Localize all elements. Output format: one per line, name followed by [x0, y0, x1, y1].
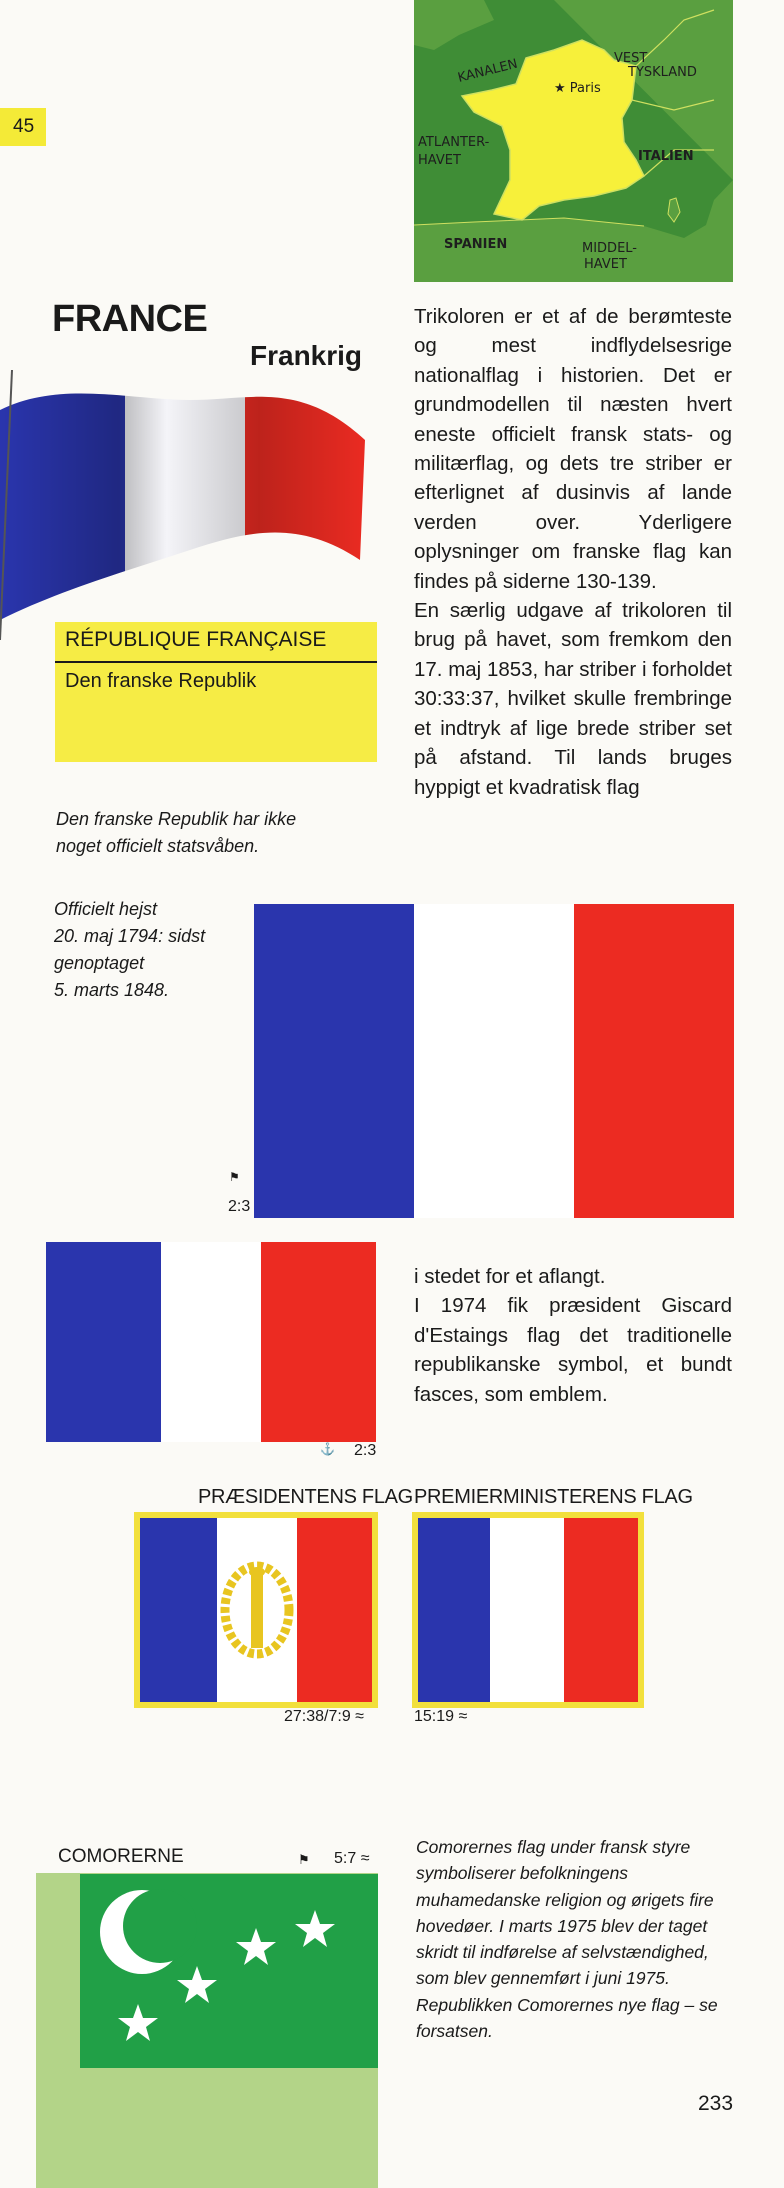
map-label-tyskland: TYSKLAND [628, 65, 697, 80]
divider [55, 661, 377, 663]
page-tab: 45 [0, 108, 46, 146]
map-label-spanien: SPANIEN [444, 237, 508, 252]
map-graphic [414, 0, 733, 282]
waving-tricolour [0, 370, 370, 640]
national-flag [254, 904, 734, 1218]
map-label-havet: HAVET [418, 153, 461, 168]
ensign-flag [46, 1242, 376, 1442]
main-text [414, 302, 732, 802]
president-flag-ratio: 27:38/7:9 ≈ [284, 1708, 364, 1725]
main-text-paragraph-1: Trikoloren er et af de berømteste og mest indflydelsesrige nationalflag i historien. Det er grundmodellen til næsten hvert eneste officielt fransk stats- og militærflag, og dets tre striber er efterlignet af dusinvis af lande verden over. Yderligere oplysninger om franske flag kan findes på siderne 130-139. [414, 305, 732, 593]
flag-use-icon: ⚑ [229, 1170, 240, 1184]
flag-white-stripe [414, 904, 574, 1218]
country-title: FRANCE [52, 298, 208, 340]
comoros-ratio: 5:7 ≈ [334, 1850, 370, 1867]
national-flag-ratio: 2:3 [228, 1198, 251, 1215]
pm-flag-label: PREMIERMINISTERENS FLAG [414, 1486, 693, 1508]
map-label-middel: MIDDEL- [582, 241, 637, 256]
country-subtitle: Frankrig [250, 340, 363, 371]
president-flag [134, 1512, 378, 1708]
main-text-paragraph-2: En særlig udgave af trikoloren til brug på havet, som fremkom den 17. maj 1853, har striber i forholdet 30:33:37, hvilket skulle frembringe et indtryk af lige brede striber set på afstand. Til lands bruges hyppigt et kvadratisk flag [414, 599, 732, 799]
arms-note: Den franske Republik har ikke noget officielt statsvåben. [56, 809, 297, 856]
comoros-flag [80, 1874, 378, 2068]
ensign-use-icon: ⚓ [320, 1442, 335, 1456]
official-name-box [55, 622, 377, 762]
map-label-vest: VEST [614, 51, 648, 66]
president-flag-label: PRÆSIDENTENS FLAG [198, 1486, 413, 1508]
map-label-atlanter: ATLANTER- [418, 135, 490, 150]
official-name-translation: Den franske Republik [65, 670, 257, 692]
map-label-paris: ★ Paris [554, 81, 601, 96]
flag-caption: Officielt hejst 20. maj 1794: sidst genoptaget 5. marts 1848. [54, 899, 206, 1000]
pm-flag-ratio: 15:19 ≈ [414, 1708, 468, 1725]
map-label-havet2: HAVET [584, 257, 627, 272]
official-name: RÉPUBLIQUE FRANÇAISE [65, 628, 327, 651]
continued-text: i stedet for et aflangt. I 1974 fik præsident Giscard d'Estaings flag det traditionelle republikanske symbol, et bundt fasces, som emblem. [414, 1265, 732, 1406]
flag-blue-stripe [254, 904, 414, 1218]
map-of-france [414, 0, 733, 282]
comoros-label: COMORERNE [58, 1846, 184, 1867]
flag-red-stripe [574, 904, 734, 1218]
comoros-text: Comorernes flag under fransk styre symboliserer befolkningens muhamedanske religion og ørigets fire hovedøer. I marts 1975 blev der taget skridt til indførelse af selvstændighed, som blev gennemført i juni 1975. Republikken Comorernes nye flag – se forsatsen. [416, 1837, 718, 2042]
map-label-italien: ITALIEN [638, 149, 694, 164]
pm-flag [412, 1512, 644, 1708]
ensign-flag-ratio: 2:3 [354, 1442, 377, 1459]
comoros-use-icon: ⚑ [298, 1852, 310, 1867]
map-label-kanalen: KANALEN [456, 56, 520, 86]
page-number: 233 [698, 2092, 734, 2115]
